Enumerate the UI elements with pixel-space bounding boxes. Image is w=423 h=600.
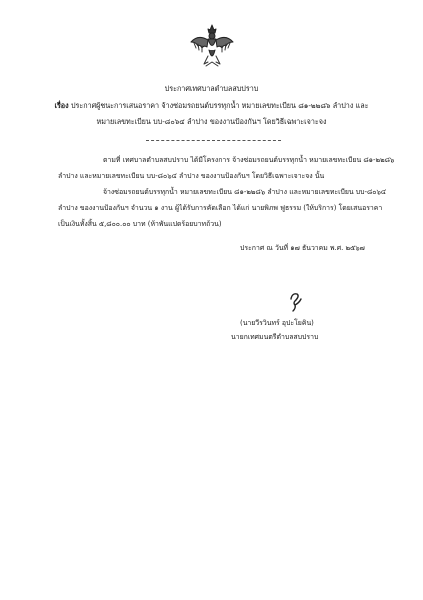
org-heading: ประกาศเทศบาลตำบลสบปราบ <box>164 84 259 93</box>
subject-line-2: หมายเลขทะเบียน บบ-๘๐๖๔ ลำปาง ของงานป้องกันฯ โดยวิธีเฉพาะเจาะจง <box>96 117 327 126</box>
body-line-5: เป็นเงินทั้งสิ้น ๕,๘๐๐.๐๐ บาท (ห้าพันแปดร้อยบาทถ้วน) <box>58 220 222 228</box>
body-line-2: ลำปาง และหมายเลขทะเบียน บบ-๘๐๖๔ ลำปาง ของงานป้องกันฯ โดยวิธีเฉพาะเจาะจง นั้น <box>58 172 325 180</box>
dashed-divider <box>146 140 281 141</box>
announcement-date: ประกาศ ณ วันที่ ๑๗ ธันวาคม พ.ศ. ๒๕๖๗ <box>240 244 365 252</box>
body-line-4: ลำปาง ของงานป้องกันฯ จำนวน ๑ งาน ผู้ได้รับการคัดเลือก ได้แก่ นายพิภพ ฟูธรรม (ให้บริการ) โดยเสนอราคา <box>58 204 383 212</box>
signer-name: (นายวีรวินทร์ อุปะโยคิน) <box>240 319 314 327</box>
subject-lead: เรื่อง <box>54 101 69 110</box>
subject-line-1 <box>0 101 423 111</box>
signer-title: นายกเทศมนตรีตำบลสบปราบ <box>231 333 319 341</box>
handwritten-signature <box>283 289 307 313</box>
body-line-3: จ้างซ่อมรถยนต์บรรทุกน้ำ หมายเลขทะเบียน ๘๑-๒๒๘๖ ลำปาง และหมายเลขทะเบียน บบ-๘๐๖๔ <box>103 188 387 196</box>
garuda-emblem-icon <box>188 22 236 70</box>
body-line-1: ตามที่ เทศบาลตำบลสบปราบ ได้มีโครงการ จ้างซ่อมรถยนต์บรรทุกน้ำ หมายเลขทะเบียน ๘๑-๒๒๘๖ <box>103 156 395 164</box>
subject-line-1-text: ประกาศผู้ชนะการเสนอราคา จ้างซ่อมรถยนต์บรรทุกน้ำ หมายเลขทะเบียน ๘๑-๒๒๘๖ ลำปาง และ <box>70 101 369 110</box>
